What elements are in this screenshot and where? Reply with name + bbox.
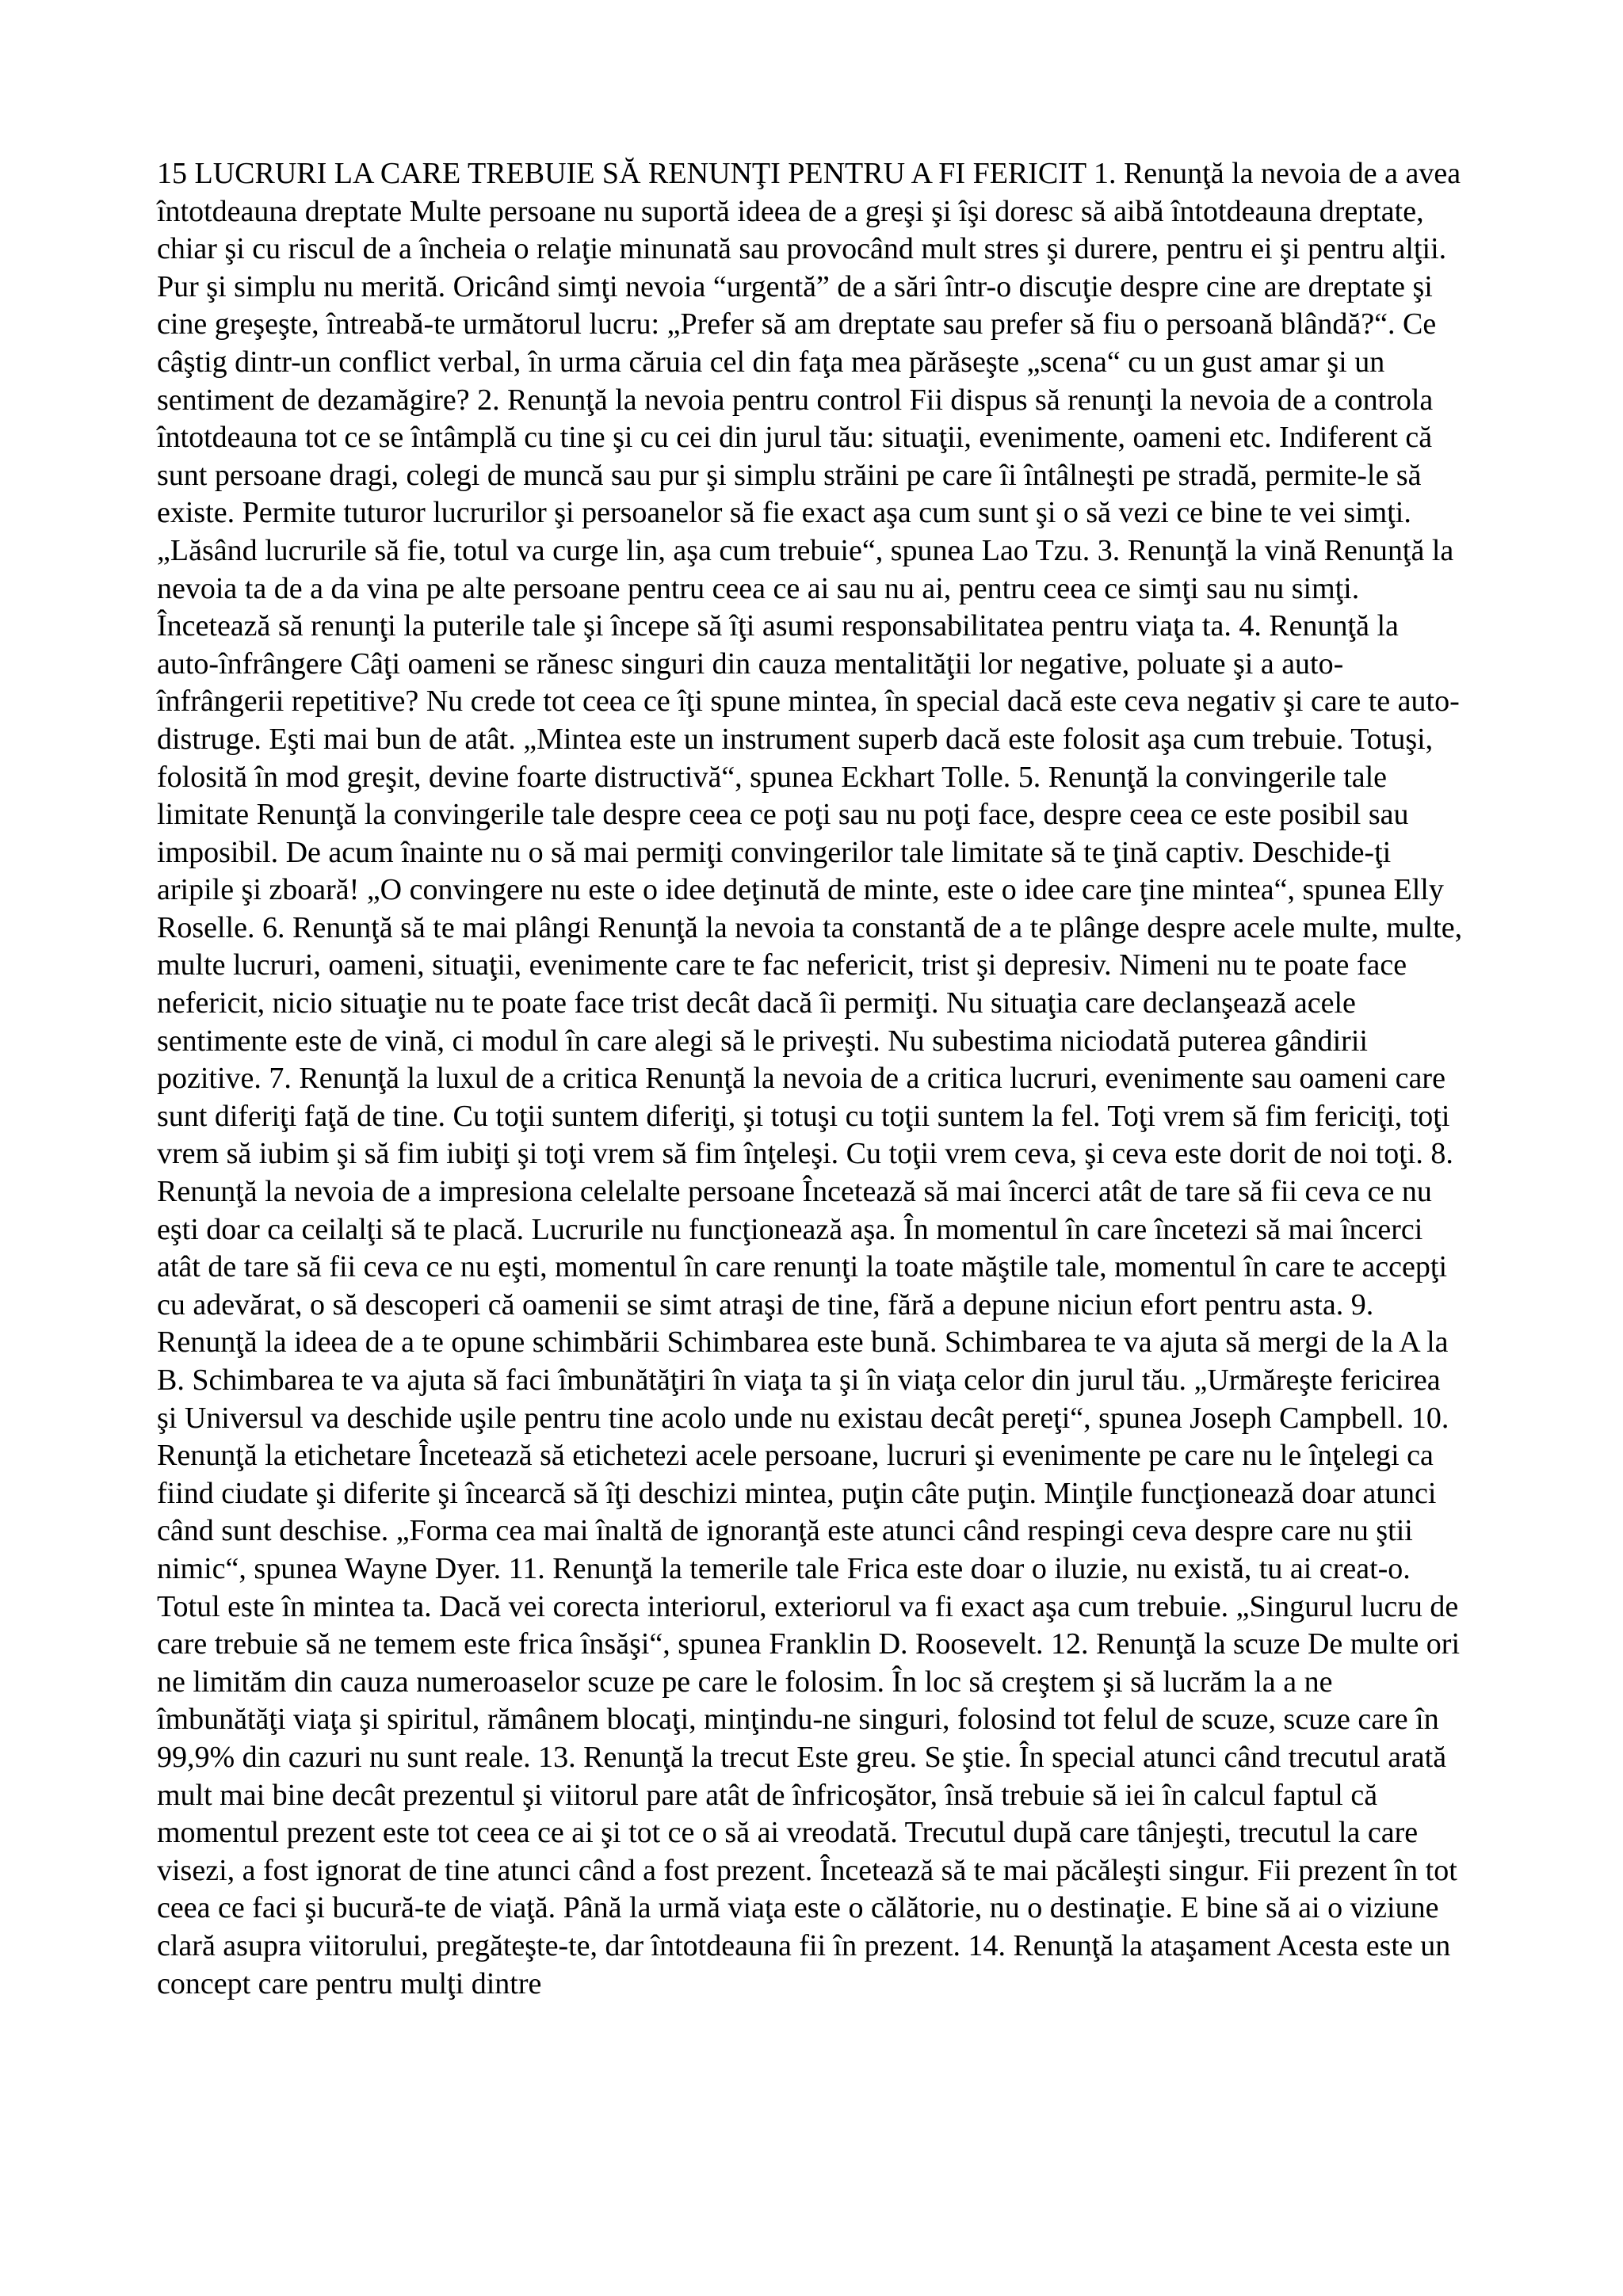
document-page xyxy=(157,155,1466,2003)
body-paragraph: 15 LUCRURI LA CARE TREBUIE SĂ RENUNŢI PENTRU A FI FERICIT 1. Renunţă la nevoia de a avea întotdeauna dreptate Multe persoane nu suportă ideea de a greşi şi îşi doresc să aibă întotdeauna dreptate, chiar şi cu riscul de a încheia o relaţie minunată sau provocând mult stres şi durere, pentru ei şi pentru alţii. Pur şi simplu nu merită. Oricând simţi nevoia “urgentă” de a sări într-o discuţie despre cine are dreptate şi cine greşeşte, întreabă-te următorul lucru: „Prefer să am dreptate sau prefer să fiu o persoană blândă?“. Ce câştig dintr-un conflict verbal, în urma căruia cel din faţa mea părăseşte „scena“ cu un gust amar şi un sentiment de dezamăgire? 2. Renunţă la nevoia pentru control Fii dispus să renunţi la nevoia de a controla întotdeauna tot ce se întâmplă cu tine şi cu cei din jurul tău: situaţii, evenimente, oameni etc. Indiferent că sunt persoane dragi, colegi de muncă sau pur şi simplu străini pe care îi întâlneşti pe stradă, permite-le să existe. Permite tuturor lucrurilor şi persoanelor să fie exact aşa cum sunt şi o să vezi ce bine te vei simţi. „Lăsând lucrurile să fie, totul va curge lin, aşa cum trebuie“, spunea Lao Tzu. 3. Renunţă la vină Renunţă la nevoia ta de a da vina pe alte persoane pentru ceea ce ai sau nu ai, pentru ceea ce simţi sau nu simţi. Încetează să renunţi la puterile tale şi începe să îţi asumi responsabilitatea pentru viaţa ta. 4. Renunţă la auto-înfrângere Câţi oameni se rănesc singuri din cauza mentalităţii lor negative, poluate şi a auto-înfrângerii repetitive? Nu crede tot ceea ce îţi spune mintea, în special dacă este ceva negativ şi care te auto-distruge. Eşti mai bun de atât. „Mintea este un instrument superb dacă este folosit aşa cum trebuie. Totuşi, folosită în mod greşit, devine foarte distructivă“, spunea Eckhart Tolle. 5. Renunţă la convingerile tale limitate Renunţă la convingerile tale despre ceea ce poţi sau nu poţi face, despre ceea ce este posibil sau imposibil. De acum înainte nu o să mai permiţi convingerilor tale limitate să te ţină captiv. Deschide-ţi aripile şi zboară! „O convingere nu este o idee deţinută de minte, este o idee care ţine mintea“, spunea Elly Roselle. 6. Renunţă să te mai plângi Renunţă la nevoia ta constantă de a te plânge despre acele multe, multe, multe lucruri, oameni, situaţii, evenimente care te fac nefericit, trist şi depresiv. Nimeni nu te poate face nefericit, nicio situaţie nu te poate face trist decât dacă îi permiţi. Nu situaţia care declanşează acele sentimente este de vină, ci modul în care alegi să le priveşti. Nu subestima niciodată puterea gândirii pozitive. 7. Renunţă la luxul de a critica Renunţă la nevoia de a critica lucruri, evenimente sau oameni care sunt diferiţi faţă de tine. Cu toţii suntem diferiţi, şi totuşi cu toţii suntem la fel. Toţi vrem să fim fericiţi, toţi vrem să iubim şi să fim iubiţi şi toţi vrem să fim înţeleşi. Cu toţii vrem ceva, şi ceva este dorit de noi toţi. 8. Renunţă la nevoia de a impresiona celelalte persoane Încetează să mai încerci atât de tare să fii ceva ce nu eşti doar ca ceilalţi să te placă. Lucrurile nu funcţionează aşa. În momentul în care încetezi să mai încerci atât de tare să fii ceva ce nu eşti, momentul în care renunţi la toate măştile tale, momentul în care te accepţi cu adevărat, o să descoperi că oamenii se simt atraşi de tine, fără a depune niciun efort pentru asta. 9. Renunţă la ideea de a te opune schimbării Schimbarea este bună. Schimbarea te va ajuta să mergi de la A la B. Schimbarea te va ajuta să faci îmbunătăţiri în viaţa ta şi în viaţa celor din jurul tău. „Urmăreşte fericirea şi Universul va deschide uşile pentru tine acolo unde nu existau decât pereţi“, spunea Joseph Campbell. 10. Renunţă la etichetare Încetează să etichetezi acele persoane, lucruri şi evenimente pe care nu le înţelegi ca fiind ciudate şi diferite şi încearcă să îţi deschizi mintea, puţin câte puţin. Minţile funcţionează doar atunci când sunt deschise. „Forma cea mai înaltă de ignoranţă este atunci când respingi ceva despre care nu ştii nimic“, spunea Wayne Dyer. 11. Renunţă la temerile tale Frica este doar o iluzie, nu există, tu ai creat-o. Totul este în mintea ta. Dacă vei corecta interiorul, exteriorul va fi exact aşa cum trebuie. „Singurul lucru de care trebuie să ne temem este frica însăşi“, spunea Franklin D. Roosevelt. 12. Renunţă la scuze De multe ori ne limităm din cauza numeroaselor scuze pe care le folosim. În loc să creştem şi să lucrăm la a ne îmbunătăţi viaţa şi spiritul, rămânem blocaţi, minţindu-ne singuri, folosind tot felul de scuze, scuze care în 99,9% din cazuri nu sunt reale. 13. Renunţă la trecut Este greu. Se ştie. În special atunci când trecutul arată mult mai bine decât prezentul şi viitorul pare atât de înfricoşător, însă trebuie să iei în calcul faptul că momentul prezent este tot ceea ce ai şi tot ce o să ai vreodată. Trecutul după care tânjeşti, trecutul la care visezi, a fost ignorat de tine atunci când a fost prezent. Încetează să te mai păcăleşti singur. Fii prezent în tot ceea ce faci şi bucură-te de viaţă. Până la urmă viaţa este o călătorie, nu o destinaţie. E bine să ai o viziune clară asupra viitorului, pregăteşte-te, dar întotdeauna fii în prezent. 14. Renunţă la ataşament Acesta este un concept care pentru mulţi dintre xyxy=(157,157,1463,2000)
